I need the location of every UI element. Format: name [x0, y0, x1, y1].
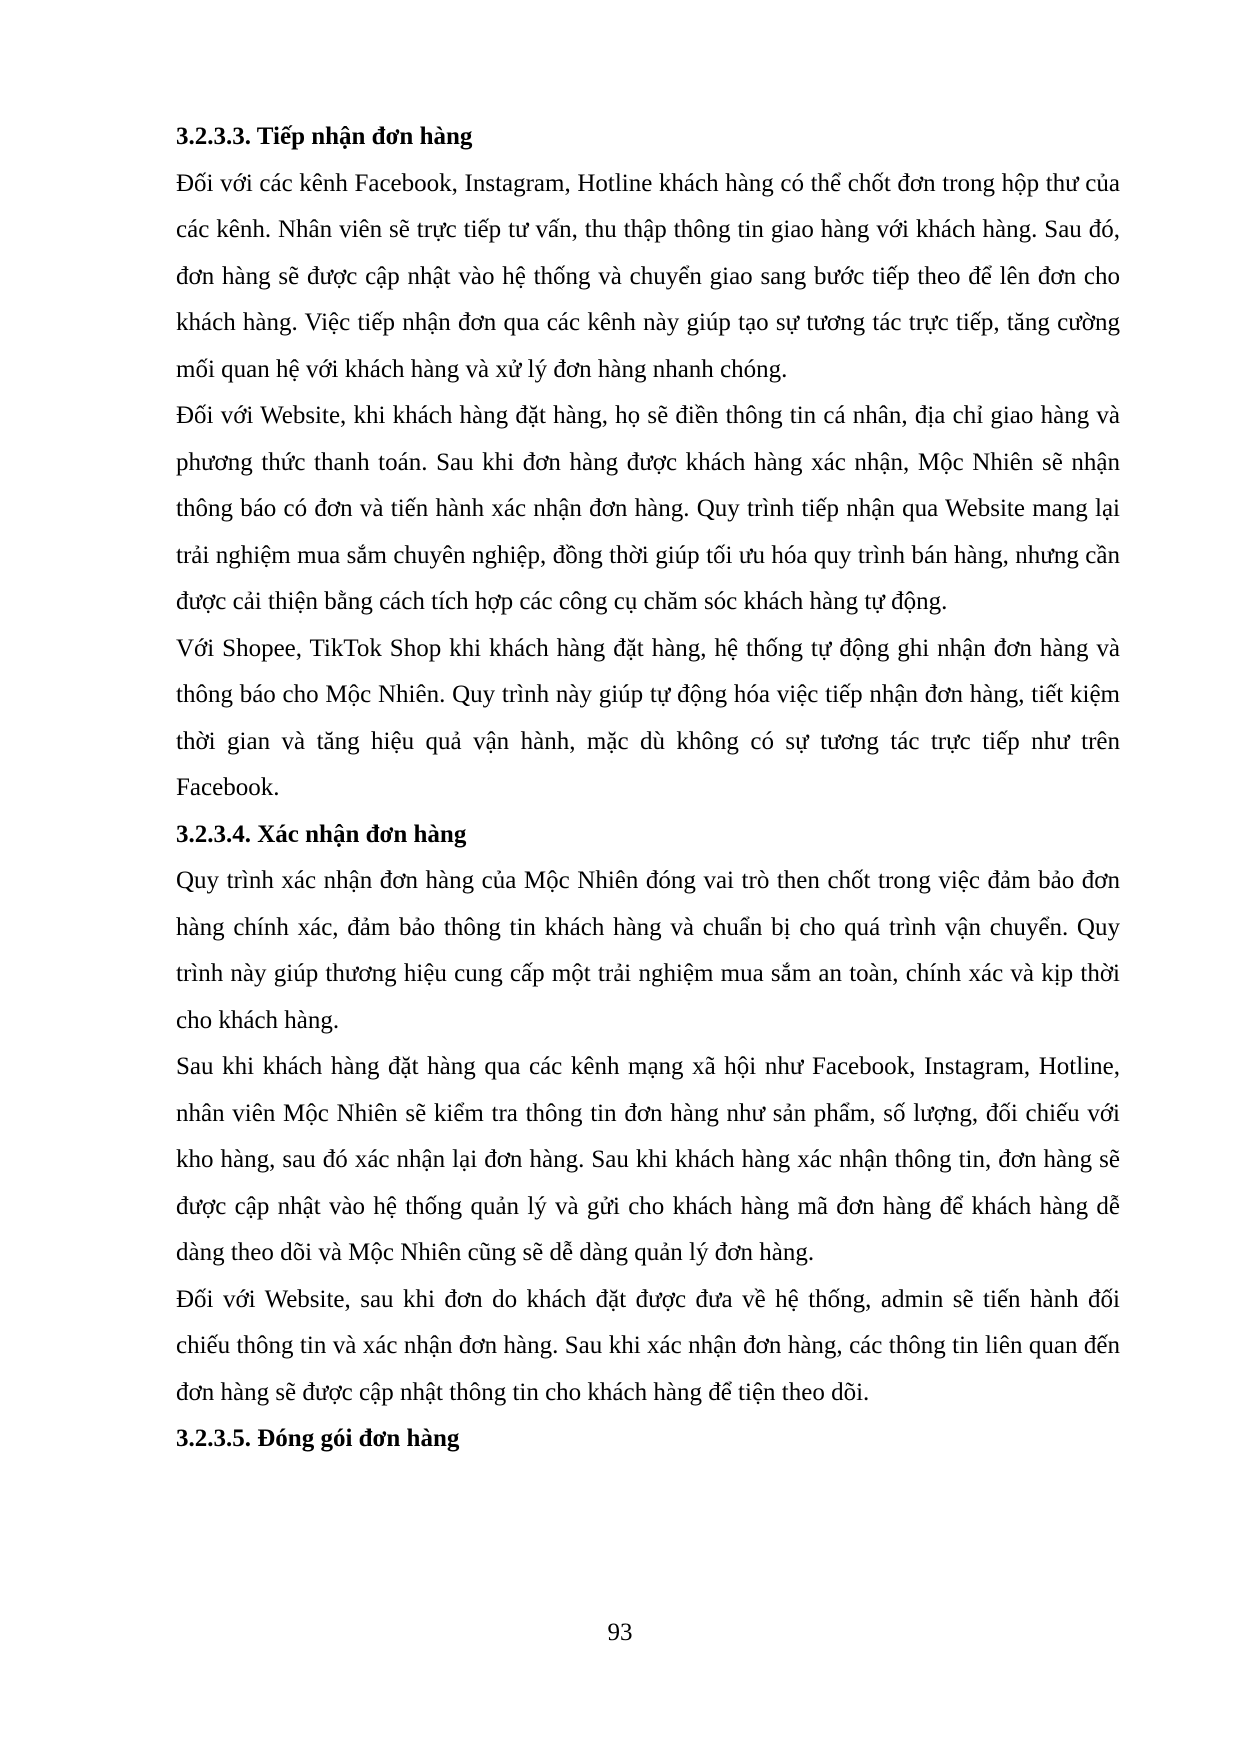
- paragraph: Quy trình xác nhận đơn hàng của Mộc Nhiên đóng vai trò then chốt trong việc đảm bảo đơn hàng chính xác, đảm bảo thông tin khách hàng và chuẩn bị cho quá trình vận chuyển. Quy trình này giúp thương hiệu cung cấp một trải nghiệm mua sắm an toàn, chính xác và kịp thời cho khách hàng.: [176, 867, 1120, 1034]
- section-heading-order-packing: 3.2.3.5. Đóng gói đơn hàng: [176, 1425, 460, 1452]
- paragraph: Sau khi khách hàng đặt hàng qua các kênh mạng xã hội như Facebook, Instagram, Hotline, nhân viên Mộc Nhiên sẽ kiểm tra thông tin đơn hàng như sản phẩm, số lượng, đối chiếu với kho hàng, sau đó xác nhận lại đơn hàng. Sau khi khách hàng xác nhận thông tin, đơn hàng sẽ được cập nhật vào hệ thống quản lý và gửi cho khách hàng mã đơn hàng để khách hàng dễ dàng theo dõi và Mộc Nhiên cũng sẽ dễ dàng quản lý đơn hàng.: [176, 1053, 1120, 1266]
- section-heading-order-confirmation: 3.2.3.4. Xác nhận đơn hàng: [176, 820, 467, 848]
- page-number: 93: [607, 1619, 633, 1646]
- page-content: [176, 114, 1120, 1463]
- section-heading-order-receiving: 3.2.3.3. Tiếp nhận đơn hàng: [176, 123, 473, 150]
- paragraph: Đối với Website, khi khách hàng đặt hàng, họ sẽ điền thông tin cá nhân, địa chỉ giao hàng và phương thức thanh toán. Sau khi đơn hàng được khách hàng xác nhận, Mộc Nhiên sẽ nhận thông báo có đơn và tiến hành xác nhận đơn hàng. Quy trình tiếp nhận qua Website mang lại trải nghiệm mua sắm chuyên nghiệp, đồng thời giúp tối ưu hóa quy trình bán hàng, nhưng cần được cải thiện bằng cách tích hợp các công cụ chăm sóc khách hàng tự động.: [176, 402, 1120, 615]
- paragraph: Đối với các kênh Facebook, Instagram, Hotline khách hàng có thể chốt đơn trong hộp thư của các kênh. Nhân viên sẽ trực tiếp tư vấn, thu thập thông tin giao hàng với khách hàng. Sau đó, đơn hàng sẽ được cập nhật vào hệ thống và chuyển giao sang bước tiếp theo để lên đơn cho khách hàng. Việc tiếp nhận đơn qua các kênh này giúp tạo sự tương tác trực tiếp, tăng cường mối quan hệ với khách hàng và xử lý đơn hàng nhanh chóng.: [176, 169, 1120, 383]
- paragraph: Với Shopee, TikTok Shop khi khách hàng đặt hàng, hệ thống tự động ghi nhận đơn hàng và thông báo cho Mộc Nhiên. Quy trình này giúp tự động hóa việc tiếp nhận đơn hàng, tiết kiệm thời gian và tăng hiệu quả vận hành, mặc dù không có sự tương tác trực tiếp như trên Facebook.: [176, 634, 1120, 801]
- paragraph: Đối với Website, sau khi đơn do khách đặt được đưa về hệ thống, admin sẽ tiến hành đối chiếu thông tin và xác nhận đơn hàng. Sau khi xác nhận đơn hàng, các thông tin liên quan đến đơn hàng sẽ được cập nhật thông tin cho khách hàng để tiện theo dõi.: [176, 1285, 1120, 1406]
